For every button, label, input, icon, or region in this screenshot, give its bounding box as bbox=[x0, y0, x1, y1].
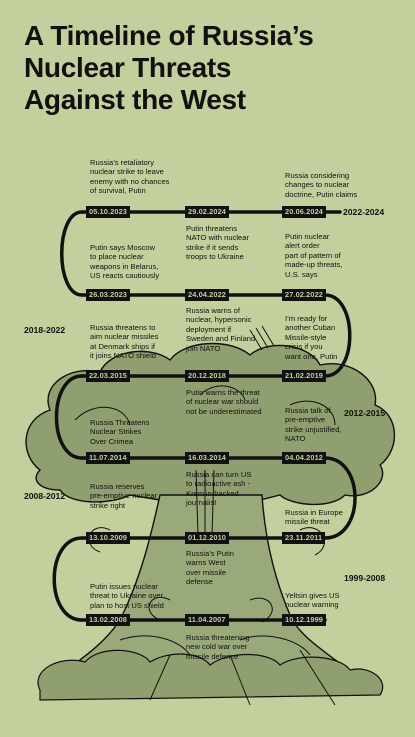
date-label: 29.02.2024 bbox=[185, 206, 229, 218]
event-line: doctrine, Putin claims bbox=[285, 189, 358, 199]
event-line: Russia threatening bbox=[186, 633, 250, 642]
event-hypersonic bbox=[186, 306, 255, 353]
title-line: A Timeline of Russia’s bbox=[24, 20, 314, 51]
event-cold-war bbox=[186, 633, 249, 661]
date-label: 11.07.2014 bbox=[86, 452, 130, 464]
event-line: nuclear, hypersonic bbox=[186, 315, 252, 325]
event-line: deployment if bbox=[186, 324, 232, 334]
event-line: Russia warns of bbox=[186, 306, 241, 315]
era-label: 1999-2008 bbox=[344, 573, 386, 583]
title-line: Nuclear Threats bbox=[24, 52, 232, 83]
event-line: Russia threatens to bbox=[90, 323, 156, 332]
date-label: 13.02.2008 bbox=[86, 614, 130, 626]
event-line: journalist bbox=[186, 498, 217, 508]
event-line: NATO with nuclear bbox=[186, 233, 250, 243]
event-line: Russia Threatens bbox=[90, 418, 150, 427]
event-line: Putin says Moscow bbox=[90, 243, 155, 252]
event-line: to place nuclear bbox=[90, 252, 144, 262]
event-ukraine-troops bbox=[186, 224, 249, 262]
event-line: new cold war over bbox=[186, 642, 248, 652]
date-label: 23.11.2011 bbox=[282, 532, 325, 544]
date-label: 20.06.2024 bbox=[282, 206, 326, 218]
event-line: pre-emptive bbox=[285, 415, 326, 425]
event-line: enemy with no chances bbox=[90, 176, 170, 186]
event-line: Russia in Europe bbox=[285, 508, 343, 517]
date-label: 20.12.2018 bbox=[185, 370, 229, 382]
event-line: Kremlin-backed bbox=[186, 488, 239, 498]
event-line: Putin warns the threat bbox=[186, 388, 260, 397]
event-line: warns West bbox=[186, 558, 226, 568]
event-line: made-up threats, bbox=[285, 260, 343, 270]
date-label: 10.12.1999 bbox=[282, 614, 326, 626]
event-line: crisis if you bbox=[285, 342, 323, 352]
event-line: at Denmark ships if bbox=[90, 341, 155, 351]
event-europe bbox=[285, 508, 343, 527]
event-alert-order bbox=[285, 232, 342, 279]
era-label: 2012-2015 bbox=[344, 408, 386, 418]
event-line: Russia considering bbox=[285, 171, 350, 180]
event-underestimated bbox=[186, 388, 262, 416]
date-label: 01.12.2010 bbox=[185, 532, 229, 544]
event-line: US reacts cautiously bbox=[90, 271, 160, 281]
title-line: Against the West bbox=[24, 84, 246, 115]
event-line: of nuclear war should bbox=[186, 397, 259, 407]
event-retaliatory bbox=[90, 158, 169, 196]
page-title bbox=[24, 20, 394, 116]
event-line: alert order bbox=[285, 241, 320, 251]
event-line: U.S. says bbox=[285, 269, 318, 279]
event-line: strike right bbox=[90, 500, 126, 510]
event-line: defense bbox=[186, 577, 214, 587]
event-line: plan to host US shield bbox=[90, 600, 164, 610]
event-line: another Cuban bbox=[285, 323, 336, 333]
event-line: Missile-style bbox=[285, 332, 327, 342]
event-line: missile threat bbox=[285, 517, 330, 527]
event-crimea bbox=[90, 418, 149, 446]
event-line: part of pattern of bbox=[285, 250, 341, 260]
date-label: 05.10.2023 bbox=[86, 206, 130, 218]
event-line: missile defence bbox=[186, 651, 239, 661]
event-line: Putin threatens bbox=[186, 224, 238, 233]
event-line: Over Crimea bbox=[90, 436, 134, 446]
event-line: Russia’s retaliatory bbox=[90, 158, 155, 167]
era-label: 2008-2012 bbox=[24, 491, 66, 501]
event-line: Yeltsin gives US bbox=[285, 591, 340, 600]
event-line: Russia reserves bbox=[90, 482, 145, 491]
era-label: 2018-2022 bbox=[24, 325, 66, 335]
event-line: strike if it sends bbox=[186, 242, 239, 252]
event-line: nuclear strike to leave bbox=[90, 167, 164, 177]
event-line: aim nuclear missiles bbox=[90, 332, 159, 342]
event-line: nuclear warning bbox=[285, 600, 339, 610]
event-line: to radioactive ash - bbox=[186, 479, 251, 489]
event-line: I’m ready for bbox=[285, 314, 328, 323]
event-line: Russia talk of bbox=[285, 406, 331, 415]
event-line: NATO bbox=[285, 434, 306, 444]
event-preemptive-talk bbox=[285, 406, 342, 444]
event-line: Putin nuclear bbox=[285, 232, 330, 241]
event-line: Putin issues nuclear bbox=[90, 582, 158, 591]
event-line: weapons in Belarus, bbox=[90, 261, 159, 271]
date-label: 04.04.2012 bbox=[282, 452, 326, 464]
event-line: join NATO bbox=[186, 343, 221, 353]
event-line: strike unjustified, bbox=[285, 424, 342, 434]
event-line: Sweden and Finland bbox=[186, 334, 256, 344]
event-line: Russia’s Putin bbox=[186, 549, 234, 558]
event-line: threat to Ukraine over bbox=[90, 591, 164, 601]
event-missile-defense bbox=[186, 549, 234, 587]
event-doctrine bbox=[285, 171, 357, 199]
date-label: 22.03.2015 bbox=[86, 370, 130, 382]
date-label: 21.02.2019 bbox=[282, 370, 326, 382]
event-reserves bbox=[90, 482, 157, 510]
event-line: over missile bbox=[186, 567, 227, 577]
event-line: pre-emptive nuclear bbox=[90, 491, 158, 501]
date-label: 26.03.2023 bbox=[86, 289, 130, 301]
event-line: not be underestimated bbox=[186, 406, 262, 416]
event-ash bbox=[186, 470, 251, 508]
date-label: 24.04.2022 bbox=[185, 289, 229, 301]
event-denmark bbox=[90, 323, 158, 361]
date-label: 16.03.2014 bbox=[185, 452, 229, 464]
era-label: 2022-2024 bbox=[343, 207, 385, 217]
date-label: 13.10.2009 bbox=[86, 532, 130, 544]
event-line: of survival, Putin bbox=[90, 186, 146, 196]
event-line: want one, Putin bbox=[285, 351, 338, 361]
date-label: 11.04.2007 bbox=[185, 614, 229, 626]
date-label: 27.02.2022 bbox=[282, 289, 326, 301]
event-ukraine-shield bbox=[90, 582, 164, 610]
event-cuban bbox=[285, 314, 337, 361]
event-yeltsin bbox=[285, 591, 340, 610]
event-line: Russia can turn US bbox=[186, 470, 252, 479]
event-line: Nuclear Strikes bbox=[90, 427, 142, 437]
event-line: troops to Ukraine bbox=[186, 252, 244, 262]
event-belarus bbox=[90, 243, 159, 281]
event-line: it joins NATO shield bbox=[90, 351, 156, 361]
event-line: changes to nuclear bbox=[285, 180, 350, 190]
